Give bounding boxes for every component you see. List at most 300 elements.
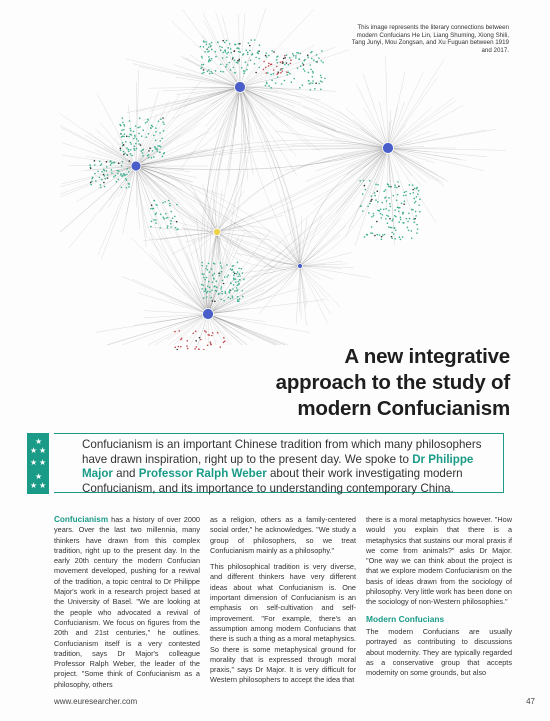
- network-node: [177, 346, 179, 348]
- network-edge: [388, 130, 487, 148]
- network-node: [373, 215, 375, 217]
- network-edge: [204, 20, 240, 87]
- network-node: [241, 268, 243, 270]
- network-node: [200, 46, 202, 48]
- network-edge: [62, 155, 136, 166]
- network-node: [248, 42, 250, 44]
- network-node: [201, 57, 203, 59]
- network-node: [399, 207, 401, 209]
- network-node: [293, 55, 295, 57]
- network-node: [215, 280, 217, 282]
- network-clusters: [89, 39, 420, 350]
- network-node: [376, 190, 378, 192]
- network-node: [233, 278, 235, 280]
- network-node: [276, 56, 278, 58]
- network-node: [312, 71, 314, 73]
- network-node: [106, 166, 108, 168]
- network-node: [241, 67, 243, 69]
- network-edge: [169, 314, 208, 345]
- network-node: [155, 219, 157, 221]
- network-node: [106, 161, 108, 163]
- network-node: [223, 283, 225, 285]
- network-node: [174, 216, 176, 218]
- network-node: [90, 184, 92, 186]
- network-node: [377, 201, 379, 203]
- network-node: [195, 331, 197, 333]
- network-edge: [388, 148, 444, 186]
- network-node: [126, 187, 128, 189]
- network-node: [281, 70, 283, 72]
- network-node: [208, 46, 210, 48]
- network-node: [155, 214, 157, 216]
- network-node: [297, 67, 299, 69]
- network-node: [127, 168, 129, 170]
- network-node: [284, 80, 286, 82]
- intro-name-major: Dr Philippe Major: [82, 452, 474, 481]
- network-edge: [300, 216, 322, 266]
- network-node: [242, 290, 244, 292]
- network-node: [237, 299, 239, 301]
- network-node: [298, 58, 300, 60]
- network-node: [221, 271, 223, 273]
- column-1: [54, 515, 200, 696]
- network-node: [304, 70, 306, 72]
- network-node: [136, 138, 138, 140]
- network-node: [364, 236, 366, 238]
- network-edge: [315, 118, 388, 148]
- network-node: [405, 195, 407, 197]
- network-node: [249, 50, 251, 52]
- network-edge: [126, 59, 240, 87]
- network-node: [133, 138, 135, 140]
- network-node: [207, 49, 209, 51]
- network-node: [227, 297, 229, 299]
- network-node: [318, 83, 320, 85]
- network-node: [239, 279, 241, 281]
- network-node: [371, 199, 373, 201]
- network-node: [316, 54, 318, 56]
- network-node: [100, 164, 102, 166]
- network-node: [398, 211, 400, 213]
- network-node: [214, 263, 216, 265]
- network-node: [163, 217, 165, 219]
- network-edge: [240, 8, 266, 87]
- paragraph: This philosophical tradition is very diverse, and different thinkers have very different ideas about what Confucianism is. One important dimension of Confucianism is an emphasis on self-cultivation and self-improvement. "For example, there's an assumption among modern Confucians that there is such a thing as a moral metaphysics. So there is some metaphysical ground for morality that is expressed through moral praxis," says Dr Major. It is very difficult for Western philosophers to accept the idea that: [210, 562, 357, 685]
- network-node: [145, 136, 147, 138]
- network-edge: [388, 148, 442, 183]
- network-node: [393, 227, 395, 229]
- network-node: [411, 237, 413, 239]
- network-node: [122, 117, 124, 119]
- network-node: [238, 51, 240, 53]
- network-node: [273, 73, 275, 75]
- network-node: [203, 72, 205, 74]
- lead-word: Confucianism: [54, 515, 109, 524]
- network-node: [402, 222, 404, 224]
- network-node: [400, 216, 402, 218]
- network-node: [312, 80, 314, 82]
- network-node: [142, 129, 144, 131]
- network-node: [153, 135, 155, 137]
- network-node: [167, 227, 169, 229]
- network-node: [203, 46, 205, 48]
- network-node: [300, 65, 302, 67]
- network-node: [94, 164, 96, 166]
- network-node: [362, 193, 364, 195]
- network-node: [122, 161, 124, 163]
- network-node: [206, 296, 208, 298]
- network-node: [170, 223, 172, 225]
- network-node: [239, 273, 241, 275]
- network-node: [160, 118, 162, 120]
- network-node: [142, 149, 144, 151]
- network-node: [121, 129, 123, 131]
- network-node: [163, 130, 165, 132]
- network-node: [178, 330, 180, 332]
- network-node: [266, 83, 268, 85]
- network-node: [413, 221, 415, 223]
- network-node: [104, 178, 106, 180]
- network-node: [307, 56, 309, 58]
- network-node: [237, 262, 239, 264]
- network-node: [204, 330, 206, 332]
- network-node: [267, 72, 269, 74]
- network-node: [136, 148, 138, 150]
- network-node: [207, 269, 209, 271]
- network-node: [396, 199, 398, 201]
- network-node: [125, 178, 127, 180]
- network-node: [230, 52, 232, 54]
- network-edge: [300, 148, 388, 266]
- network-node: [209, 334, 211, 336]
- network-node: [237, 271, 239, 273]
- network-node: [308, 72, 310, 74]
- network-node: [90, 167, 92, 169]
- network-node: [417, 228, 419, 230]
- network-node: [276, 66, 278, 68]
- network-node: [391, 220, 393, 222]
- network-node: [397, 207, 399, 209]
- network-node: [129, 120, 131, 122]
- network-node: [412, 184, 414, 186]
- network-node: [237, 276, 239, 278]
- network-edge: [240, 47, 336, 87]
- network-node: [405, 191, 407, 193]
- network-node: [230, 283, 232, 285]
- network-node: [307, 54, 309, 56]
- network-node: [223, 52, 225, 54]
- network-node: [153, 200, 155, 202]
- network-edge: [69, 165, 136, 166]
- network-node: [101, 179, 103, 181]
- network-node: [389, 218, 391, 220]
- network-node: [234, 44, 236, 46]
- network-node: [208, 50, 210, 52]
- network-node: [284, 64, 286, 66]
- network-edge: [136, 143, 388, 166]
- network-node: [384, 197, 386, 199]
- network-node: [381, 236, 383, 238]
- network-node: [375, 199, 377, 201]
- network-node: [220, 49, 222, 51]
- network-node: [214, 273, 216, 275]
- network-node: [208, 69, 210, 71]
- network-node: [410, 230, 412, 232]
- network-node: [243, 72, 245, 74]
- network-node: [117, 173, 119, 175]
- network-node: [215, 70, 217, 72]
- network-node: [417, 193, 419, 195]
- network-node: [385, 208, 387, 210]
- network-edge: [208, 289, 300, 314]
- star-icon: ★: [30, 481, 38, 490]
- network-node: [250, 59, 252, 61]
- network-node: [414, 202, 416, 204]
- network-node: [123, 136, 125, 138]
- network-edge: [388, 148, 448, 182]
- network-node: [117, 178, 119, 180]
- network-edge: [300, 148, 388, 266]
- network-node: [302, 62, 304, 64]
- network-node: [286, 71, 288, 73]
- network-node: [266, 72, 268, 74]
- network-node: [137, 127, 139, 129]
- intro-part: Confucianism is an important Chinese tradition from which many philosophers have drawn inspiration, right up to the present day. We spoke to: [82, 438, 482, 466]
- network-node: [128, 183, 130, 185]
- network-node: [159, 227, 161, 229]
- network-node: [418, 204, 420, 206]
- network-node: [168, 200, 170, 202]
- network-node: [121, 165, 123, 167]
- network-node: [181, 338, 183, 340]
- network-node: [310, 69, 312, 71]
- network-node: [406, 218, 408, 220]
- network-node: [258, 58, 260, 60]
- network-node: [381, 239, 383, 241]
- network-node: [242, 272, 244, 274]
- network-node: [243, 279, 245, 281]
- network-node: [158, 120, 160, 122]
- network-node: [382, 234, 384, 236]
- network-node: [140, 150, 142, 152]
- network-edge: [176, 87, 240, 95]
- network-node: [215, 56, 217, 58]
- network-edge: [208, 289, 264, 314]
- network-node: [148, 150, 150, 152]
- network-node: [415, 201, 417, 203]
- network-node: [164, 201, 166, 203]
- network-node: [295, 55, 297, 57]
- star-icon: ★: [39, 446, 47, 455]
- network-node: [257, 53, 259, 55]
- network-edge: [388, 98, 453, 148]
- network-node: [245, 61, 247, 63]
- paragraph: there is a moral metaphysics however. "How would you explain that there is a metaphysics that sustains our moral praxis if we come from animals?" asks Dr Major. "One way we can think about the project is that we explore modern Confucianism on the basis of ideas drawn from the sociology of philosophy. Very little work has been done on the sociology of non-Western philosophies.": [366, 515, 512, 607]
- network-node: [115, 175, 117, 177]
- network-node: [124, 125, 126, 127]
- network-node: [321, 81, 323, 83]
- network-node: [393, 233, 395, 235]
- network-node: [282, 62, 284, 64]
- network-node: [204, 279, 206, 281]
- network-edge: [386, 57, 388, 148]
- network-edge: [139, 67, 240, 87]
- network-node: [118, 163, 120, 165]
- network-node: [163, 152, 165, 154]
- network-node: [151, 204, 153, 206]
- network-node: [293, 78, 295, 80]
- network-node: [208, 56, 210, 58]
- network-node: [409, 184, 411, 186]
- network-hub: [383, 143, 394, 154]
- network-edge: [208, 314, 310, 333]
- network-node: [275, 82, 277, 84]
- network-node: [254, 63, 256, 65]
- network-node: [399, 236, 401, 238]
- network-node: [402, 236, 404, 238]
- network-edge: [240, 87, 311, 147]
- network-node: [290, 59, 292, 61]
- network-edge: [208, 300, 325, 314]
- network-node: [281, 83, 283, 85]
- network-node: [382, 214, 384, 216]
- network-node: [122, 175, 124, 177]
- network-node: [176, 204, 178, 206]
- network-node: [203, 291, 205, 293]
- network-node: [230, 298, 232, 300]
- network-node: [134, 145, 136, 147]
- network-node: [370, 232, 372, 234]
- network-node: [201, 262, 203, 264]
- network-node: [237, 60, 239, 62]
- network-edge: [132, 64, 240, 87]
- network-node: [391, 227, 393, 229]
- network-edge: [300, 148, 388, 266]
- network-node: [234, 273, 236, 275]
- network-node: [413, 218, 415, 220]
- network-node: [151, 221, 153, 223]
- network-node: [170, 220, 172, 222]
- network-node: [142, 152, 144, 154]
- network-node: [268, 65, 270, 67]
- network-node: [141, 135, 143, 137]
- network-node: [210, 45, 212, 47]
- network-node: [126, 154, 128, 156]
- network-node: [211, 49, 213, 51]
- network-node: [148, 157, 150, 159]
- network-node: [142, 155, 144, 157]
- network-node: [288, 64, 290, 66]
- network-node: [123, 173, 125, 175]
- network-node: [220, 262, 222, 264]
- network-node: [364, 189, 366, 191]
- network-node: [395, 216, 397, 218]
- network-node: [367, 206, 369, 208]
- network-node: [282, 68, 284, 70]
- headline-line: modern Confucianism: [297, 397, 510, 420]
- network-node: [265, 85, 267, 87]
- network-node: [223, 300, 225, 302]
- network-node: [265, 55, 267, 57]
- network-node: [270, 64, 272, 66]
- network-node: [209, 43, 211, 45]
- star-icon: ★: [39, 481, 47, 490]
- network-node: [103, 169, 105, 171]
- network-node: [391, 232, 393, 234]
- network-node: [286, 62, 288, 64]
- network-node: [156, 148, 158, 150]
- intro-part: about their work investigating modern Confucianism, and its importance to understanding contemporary China.: [82, 467, 463, 495]
- footer-url: www.euresearcher.com: [54, 697, 138, 706]
- network-node: [313, 59, 315, 61]
- network-node: [374, 195, 376, 197]
- network-node: [379, 234, 381, 236]
- network-node: [404, 200, 406, 202]
- network-node: [221, 267, 223, 269]
- network-node: [273, 51, 275, 53]
- network-node: [117, 170, 119, 172]
- network-node: [213, 278, 215, 280]
- network-node: [312, 76, 314, 78]
- network-node: [321, 50, 323, 52]
- network-node: [280, 72, 282, 74]
- network-edge: [346, 148, 388, 237]
- network-node: [109, 161, 111, 163]
- network-node: [314, 88, 316, 90]
- network-node: [320, 89, 322, 91]
- network-node: [232, 265, 234, 267]
- network-node: [243, 70, 245, 72]
- network-node: [288, 72, 290, 74]
- network-node: [130, 130, 132, 132]
- network-node: [364, 185, 366, 187]
- network-hub: [214, 229, 221, 236]
- network-node: [121, 187, 123, 189]
- network-node: [174, 331, 176, 333]
- network-node: [227, 52, 229, 54]
- network-node: [232, 297, 234, 299]
- network-node: [390, 206, 392, 208]
- network-node: [383, 209, 385, 211]
- network-node: [315, 82, 317, 84]
- network-node: [386, 215, 388, 217]
- network-edge: [300, 148, 388, 266]
- network-node: [238, 300, 240, 302]
- network-node: [209, 291, 211, 293]
- network-node: [112, 162, 114, 164]
- network-node: [221, 291, 223, 293]
- network-node: [231, 295, 233, 297]
- network-node: [225, 291, 227, 293]
- network-edge: [300, 266, 342, 269]
- network-node: [363, 180, 365, 182]
- network-edge: [149, 87, 240, 111]
- network-node: [232, 57, 234, 59]
- network-node: [155, 131, 157, 133]
- network-node: [229, 289, 231, 291]
- network-node: [201, 67, 203, 69]
- network-node: [203, 277, 205, 279]
- network-node: [120, 148, 122, 150]
- network-node: [135, 143, 137, 145]
- network-node: [133, 148, 135, 150]
- network-node: [210, 297, 212, 299]
- network-node: [167, 217, 169, 219]
- network-node: [211, 335, 213, 337]
- network-node: [187, 340, 189, 342]
- network-node: [392, 218, 394, 220]
- network-node: [150, 226, 152, 228]
